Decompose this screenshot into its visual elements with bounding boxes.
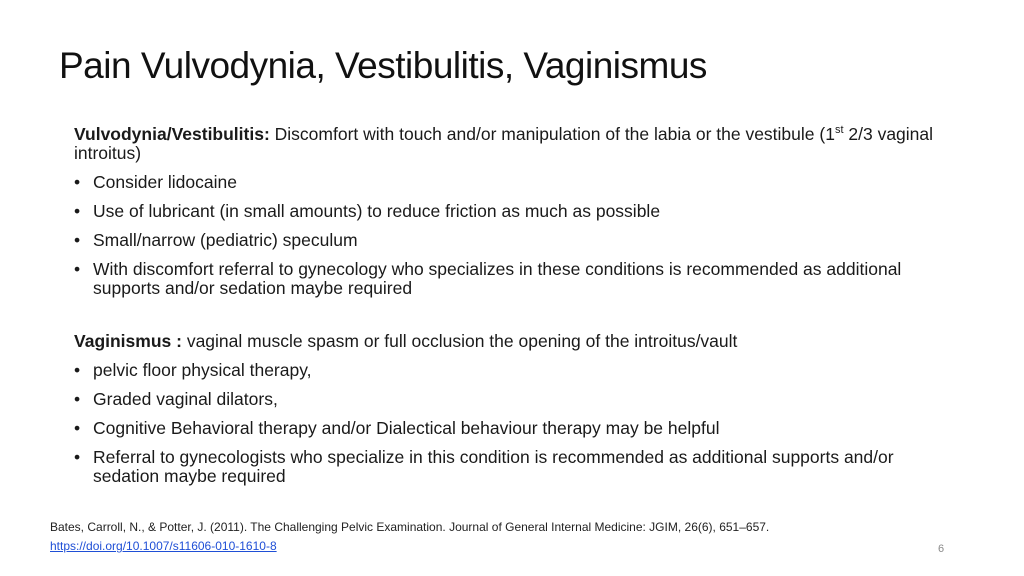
bullet-text: Use of lubricant (in small amounts) to reduce friction as much as possible [93, 201, 661, 221]
doi-link[interactable]: https://doi.org/10.1007/s11606-010-1610-8 [50, 539, 277, 553]
section-description: vaginal muscle spasm or full occlusion the opening of the introitus/vault [181, 331, 738, 351]
bullet-text: pelvic floor physical therapy, [93, 360, 312, 380]
bullet-item [74, 202, 954, 221]
bullet-item [74, 173, 954, 192]
bullet-icon: • [74, 360, 81, 380]
citation-text: Bates, Carroll, N., & Potter, J. (2011). The Challenging Pelvic Examination. Journal of General Internal Medicine: JGIM, 26(6), 651–657. [50, 520, 770, 534]
bullet-icon: • [74, 172, 81, 192]
bullet-item [74, 231, 954, 250]
bullet-item [74, 390, 954, 409]
bullet-text: Small/narrow (pediatric) speculum [93, 230, 358, 250]
slide-title: Pain Vulvodynia, Vestibulitis, Vaginismus [59, 45, 707, 86]
bullet-text: Consider lidocaine [93, 172, 237, 192]
section-vulvodynia [74, 125, 954, 308]
section-description-continued: 2/3 vaginal introitus) [74, 124, 934, 163]
section-vaginismus [74, 332, 954, 496]
section-intro [74, 332, 954, 351]
superscript-ordinal: st [834, 124, 844, 137]
section-description: Discomfort with touch and/or manipulation of the labia or the vestibule (1 [269, 124, 835, 144]
bullet-list [74, 173, 954, 298]
bullet-icon: • [74, 201, 81, 221]
bullet-text: With discomfort referral to gynecology who specializes in these conditions is recommended as additional supports and/or sedation maybe required [93, 259, 902, 298]
bullet-item [74, 448, 954, 486]
reference-footer [50, 518, 769, 556]
bullet-icon: • [74, 389, 81, 409]
section-term: Vulvodynia/Vestibulitis: [74, 124, 270, 144]
bullet-text: Referral to gynecologists who specialize in this condition is recommended as additional supports and/or sedation maybe required [93, 447, 894, 486]
bullet-icon: • [74, 259, 81, 279]
bullet-text: Graded vaginal dilators, [93, 389, 278, 409]
section-intro [74, 125, 954, 163]
bullet-icon: • [74, 418, 81, 438]
page-number: 6 [938, 543, 945, 555]
bullet-text: Cognitive Behavioral therapy and/or Dialectical behaviour therapy may be helpful [93, 418, 720, 438]
section-term: Vaginismus : [74, 331, 182, 351]
bullet-item [74, 361, 954, 380]
bullet-list [74, 361, 954, 486]
bullet-icon: • [74, 230, 81, 250]
bullet-item [74, 419, 954, 438]
bullet-item [74, 260, 954, 298]
bullet-icon: • [74, 447, 81, 467]
